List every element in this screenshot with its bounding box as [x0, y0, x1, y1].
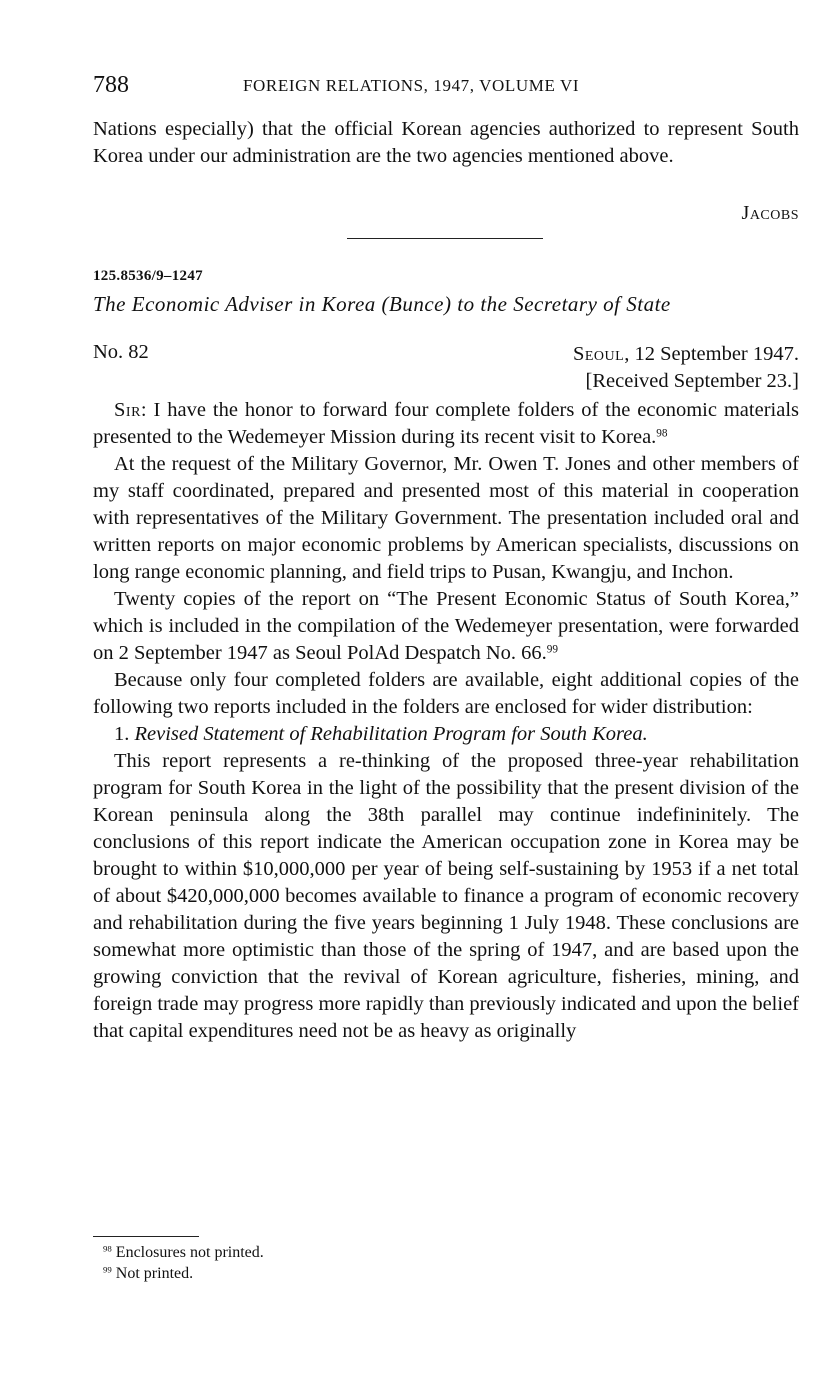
salutation: Sir [114, 399, 141, 421]
continued-paragraph [93, 116, 799, 170]
document-title: The Economic Adviser in Korea (Bunce) to the Secretary of State [93, 292, 671, 316]
section-separator [347, 238, 543, 239]
paragraph-5: This report represents a re-thinking of the proposed three-year rehabilitation program for South Korea in the light of the possibility that the present division of the Korean peninsula along the 38th parallel may continue indefininitely. The conclusions of this report indicate the American occupation zone in Korea may be brought to within $10,000,000 per year of being self-sustaining by 1953 if a net total of about $420,000,000 becomes available to finance a program of economic recovery and rehabilitation during the five years beginning 1 July 1948. These conclusions are somewhat more optimistic than those of the spring of 1947, and are based upon the growing conviction that the revival of Korean agriculture, fisheries, mining, and foreign trade may progress more rapidly than previously indicated and upon the belief that capital expenditures need not be as heavy as originally [93, 750, 799, 1042]
footnote-mark: 98 [103, 1243, 112, 1254]
continued-text: Nations especially) that the official Korean agencies authorized to represent South Korea under our administration are the two agencies mentioned above. [93, 118, 799, 167]
paragraph-3 [93, 586, 799, 667]
running-header [93, 70, 799, 100]
place-date [573, 341, 799, 368]
file-number: 125.8536/9–1247 [93, 268, 203, 284]
date: , 12 September 1947. [624, 343, 799, 365]
paragraph-salutation [93, 397, 799, 451]
paragraph-2: At the request of the Military Governor, Mr. Owen T. Jones and other members of my staff coordinated, prepared and presented most of this material in cooperation with representatives of the Military Government. The presentation included oral and written reports on major economic problems by American specialists, discussions on long range economic planning, and field trips to Pusan, Kwangju, and Inchon. [93, 453, 799, 583]
footnote-mark: 99 [103, 1264, 112, 1275]
footnote-ref-99: 99 [546, 643, 559, 656]
list-item-1-number: 1. [114, 723, 130, 745]
list-item-1 [93, 721, 799, 748]
running-title: FOREIGN RELATIONS, 1947, VOLUME VI [243, 76, 580, 95]
letter-body [93, 397, 799, 1045]
received-date: [Received September 23.] [585, 370, 799, 392]
footnote-text: Enclosures not printed. [115, 1244, 264, 1261]
paragraph-1-text: : I have the honor to forward four complete folders of the economic materials presented to the Wedemeyer Mission during its recent visit to Korea. [93, 399, 799, 448]
footnote-text: Not printed. [115, 1265, 194, 1282]
footnotes [93, 1242, 264, 1284]
place: Seoul [572, 343, 625, 365]
footnote-99 [103, 1263, 264, 1284]
footnote-rule [93, 1236, 199, 1237]
page-number: 788 [93, 72, 129, 98]
dateline [573, 341, 799, 395]
footnote-98 [103, 1242, 264, 1263]
document-number: No. 82 [93, 341, 149, 363]
paragraph-3-text: Twenty copies of the report on “The Present Economic Status of South Korea,” which is included in the compilation of the Wedemeyer presentation, were forwarded on 2 September 1947 as Seoul PolAd Despatch No. 66. [93, 588, 799, 664]
list-item-1-title: Revised Statement of Rehabilitation Program for South Korea. [134, 723, 648, 745]
footnote-ref-98: 98 [656, 427, 668, 440]
paragraph-4: Because only four completed folders are available, eight additional copies of the following two reports included in the folders are enclosed for wider distribution: [93, 669, 799, 718]
signature: Jacobs [741, 202, 799, 224]
